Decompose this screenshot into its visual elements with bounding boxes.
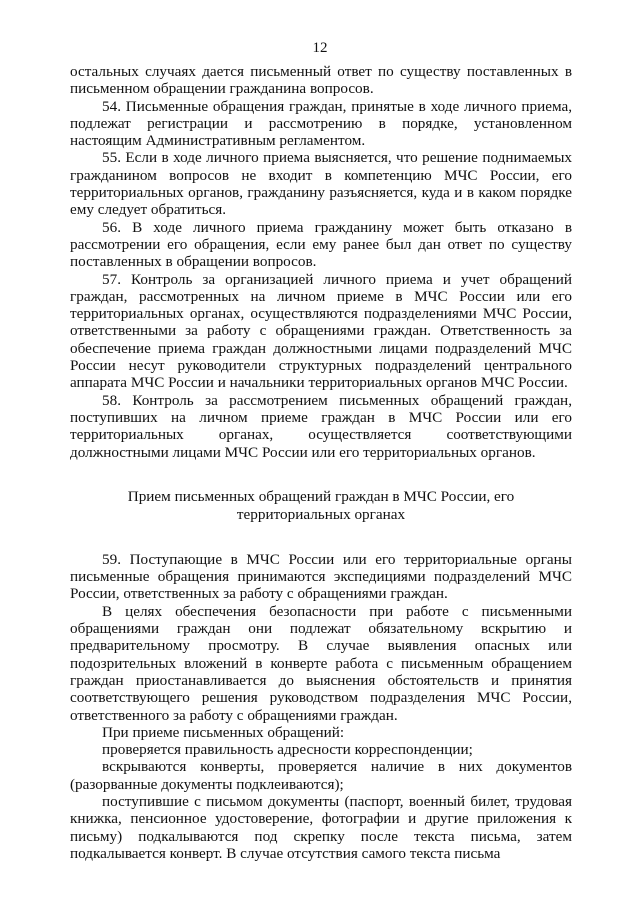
paragraph-safety: В целях обеспечения безопасности при работе с письменными обращениями граждан они подлежат обязательному вскрытию и предварительному просмотру. В случае выявления опасных или подозрительных вложений в конверте работа с письменным обращением граждан приостанавливается до выяснения обстоятельств и принятия соответствующего решения руководством подразделения МЧС России, ответственного за работу с обращениями граждан.: [70, 602, 572, 724]
page-number: 12: [312, 40, 328, 56]
section-heading-line-2: территориальных органах: [236, 505, 406, 523]
paragraph-56: 56. В ходе личного приема гражданину может быть отказано в рассмотрении его обращения, если ему ранее был дан ответ по существу поставленных в обращении вопросов.: [70, 218, 572, 271]
paragraph-check-address: проверяется правильность адресности корреспонденции;: [102, 741, 473, 759]
paragraph-58: 58. Контроль за рассмотрением письменных обращений граждан, поступивших на личном приеме граждан в МЧС России или его территориальных органах, осуществляется соответствующими должностными лицами МЧС России или его территориальных органов.: [70, 391, 572, 461]
paragraph-attachments: поступившие с письмом документы (паспорт, военный билет, трудовая книжка, пенсионное удостоверение, фотографии и другие приложения к письму) подкалываются под скрепку после текста письма, затем подкалывается конверт. В случае отсутствия самого текста письма: [70, 792, 572, 862]
paragraph-continuation: остальных случаях дается письменный ответ по существу поставленных в письменном обращении гражданина вопросов.: [70, 63, 572, 98]
paragraph-57: 57. Контроль за организацией личного приема и учет обращений граждан, рассмотренных на личном приеме в МЧС России или его территориальных органах, осуществляются подразделениями МЧС России, ответственными за работу с обращениями граждан. Ответственность за обеспечение приема граждан должностными лицами подразделений МЧС России несут руководители структурных подразделений центрального аппарата МЧС России и начальники территориальных органов МЧС России.: [70, 270, 572, 392]
section-heading: [70, 488, 572, 524]
document-body: [70, 63, 572, 862]
paragraph-55: 55. Если в ходе личного приема выясняется, что решение поднимаемых гражданином вопросов не входит в компетенцию МЧС России, его территориальных органов, гражданину разъясняется, куда и в каком порядке ему следует обратиться.: [70, 149, 572, 219]
paragraphs-top: [70, 63, 572, 461]
paragraph-59: 59. Поступающие в МЧС России или его территориальные органы письменные обращения принимаются экспедициями подразделений МЧС России, ответственных за работу с обращениями граждан.: [70, 550, 572, 603]
paragraph-open-envelopes: вскрываются конверты, проверяется наличие в них документов (разорванные документы подклеиваются);: [70, 758, 572, 793]
heading-spacer: [70, 524, 572, 551]
section-heading-line-1: Прием письменных обращений граждан в МЧС России, его: [127, 487, 515, 505]
paragraphs-bottom: [70, 551, 572, 862]
paragraph-54: 54. Письменные обращения граждан, принятые в ходе личного приема, подлежат регистрации и рассмотрению в порядке, установленном настоящим Административным регламентом.: [70, 97, 572, 150]
paragraph-receipt-intro: При приеме письменных обращений:: [102, 723, 345, 741]
